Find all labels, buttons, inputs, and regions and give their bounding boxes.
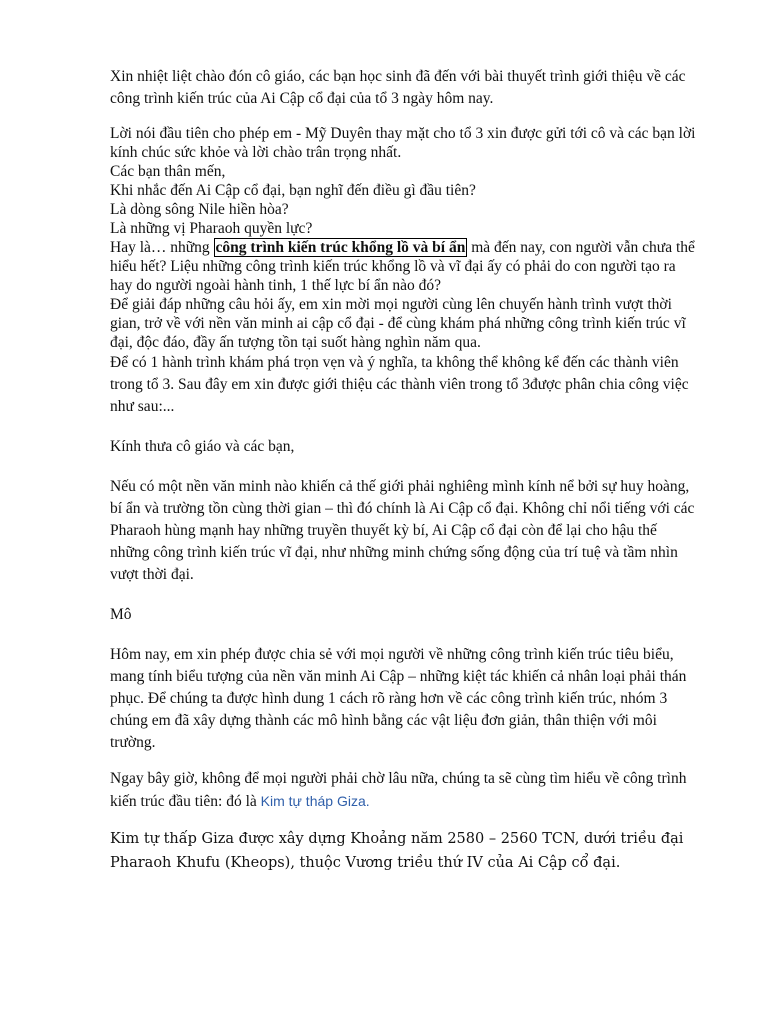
question-architecture-lead: Hay là… những [110, 239, 214, 256]
greeting-paragraph: Xin nhiệt liệt chào đón cô giáo, các bạn học sinh đã đến với bài thuyết trình giới thiệu về các công trình kiến trúc của Ai Cập cổ đại của tổ 3 ngày hôm nay. [110, 68, 686, 107]
first-work-paragraph [110, 768, 700, 813]
first-work-lead: Ngay bây giờ, không để mọi người phải chờ lâu nữa, chúng ta sẽ cùng tìm hiểu về công trình kiến trúc đầu tiên: đó là [110, 770, 687, 810]
today-share-paragraph: Hôm nay, em xin phép được chia sẻ với mọi người về những công trình kiến trúc tiêu biểu, mang tính biểu tượng của nền văn minh Ai Cập – những kiệt tác khiến cả nhân loại phải thán phục. Để chúng ta được hình dung 1 cách rõ ràng hơn về các công trình kiến trúc, nhóm 3 chúng em đã xây dựng thành các mô hình bằng các vật liệu đơn giản, thân thiện với môi trường. [110, 646, 687, 751]
intro-section [110, 124, 700, 352]
giza-history-paragraph: Kim tự thấp Giza được xây dựng Khoảng năm 2580 – 2560 TCN, dưới triều đại Pharaoh Khufu (Kheops), thuộc Vương triều thứ IV của Ai Cập cổ đại. [110, 831, 684, 871]
team-intro-paragraph: Để có 1 hành trình khám phá trọn vẹn và ý nghĩa, ta không thể không kể đến các thành viên trong tổ 3. Sau đây em xin được giới thiệu các thành viên trong tổ 3được phân chia công việc như sau:... [110, 354, 689, 415]
question-architecture-text [110, 238, 700, 295]
respect-greeting-paragraph: Kính thưa cô giáo và các bạn, [110, 438, 295, 455]
highlighted-phrase: công trình kiến trúc khổng lồ và bí ẩn [215, 239, 466, 256]
question-intro-text: Khi nhắc đến Ai Cập cổ đại, bạn nghĩ đến điều gì đầu tiên? [110, 182, 476, 199]
question-architecture-rest: mà đến nay, con người vẫn chưa thể hiểu hết? Liệu những công trình kiến trúc khổng lồ và vĩ đại ấy có phải do con người tạo ra hay do người ngoài hành tinh, 1 thế lực bí ẩn nào đó? [110, 239, 695, 294]
giza-link[interactable]: Kim tự tháp Giza. [260, 793, 370, 809]
egypt-civilization-paragraph: Nếu có một nền văn minh nào khiến cả thế giới phải nghiêng mình kính nể bởi sự huy hoàng, bí ẩn và trường tồn cùng thời gian – thì đó chính là Ai Cập cổ đại. Không chỉ nổi tiếng với các Pharaoh hùng mạnh hay những truyền thuyết kỳ bí, Ai Cập cổ đại còn để lại cho hậu thế những công trình kiến trúc vĩ đại, như những minh chứng sống động của trí tuệ và tầm nhìn vượt thời đại. [110, 478, 695, 583]
question-pharaoh-text: Là những vị Pharaoh quyền lực? [110, 220, 313, 237]
short-note-paragraph: Mô [110, 606, 132, 623]
journey-invitation-text: Để giải đáp những câu hỏi ấy, em xin mời mọi người cùng lên chuyến hành trình vượt thời gian, trở về với nền văn minh ai cập cổ đại - để cùng khám phá những công trình kiến trúc vĩ đại, độc đáo, đầy ấn tượng tồn tại suốt hàng nghìn năm qua. [110, 296, 686, 351]
document-page [110, 66, 700, 875]
dear-friends-text: Các bạn thân mến, [110, 163, 226, 180]
opening-wish-text: Lời nói đầu tiên cho phép em - Mỹ Duyên thay mặt cho tổ 3 xin được gửi tới cô và các bạn lời kính chúc sức khỏe và lời chào trân trọng nhất. [110, 125, 696, 161]
question-nile-text: Là dòng sông Nile hiền hòa? [110, 201, 289, 218]
